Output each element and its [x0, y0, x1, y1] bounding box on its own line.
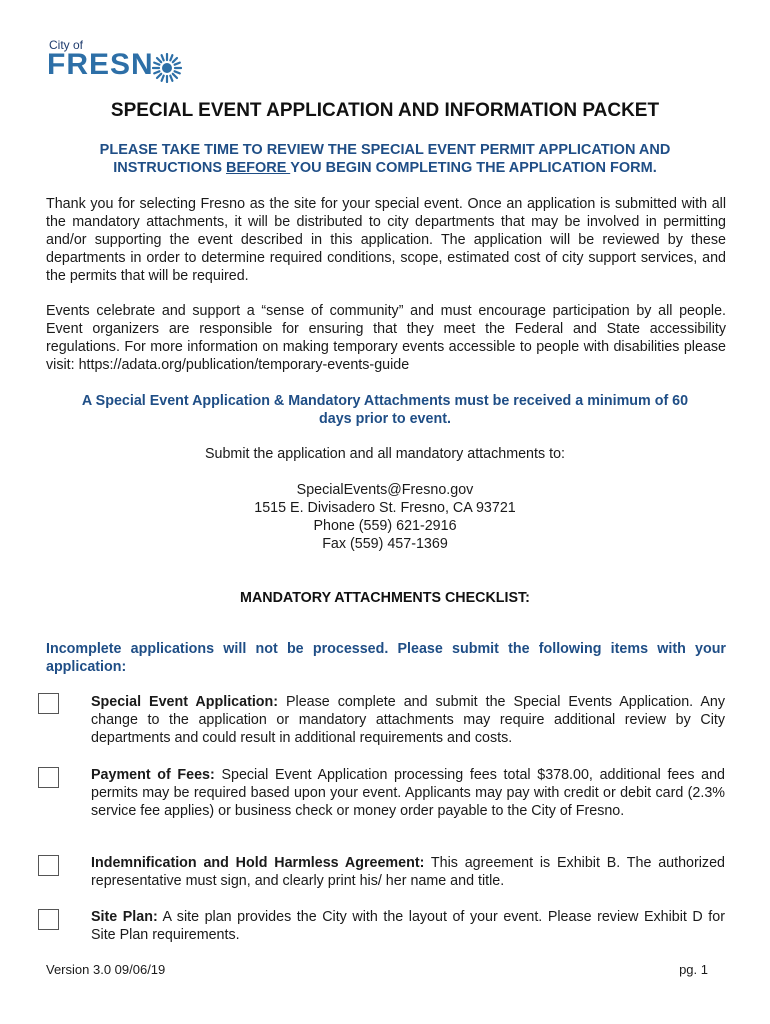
checklist-title: MANDATORY ATTACHMENTS CHECKLIST:: [240, 590, 530, 606]
contact-email: SpecialEvents@Fresno.gov: [296, 482, 474, 498]
logo-fresno: FRESN: [47, 48, 154, 81]
checklist-item-text: Special Event Application processing fees total $378.00, additional fees and permits may be required based upon your event. Applicants may pay with credit or debit card (2.3% service fee applies) or business check or money order payable to the City of Fresno.: [91, 767, 725, 819]
subtitle-line-1: PLEASE TAKE TIME TO REVIEW THE SPECIAL EVENT PERMIT APPLICATION AND: [99, 142, 671, 158]
checklist-item-text: Please complete and submit the Special Events Application. Any change to the application or mandatory attachments may require additional review by City departments and could result in additional requirements and costs.: [91, 694, 725, 746]
accessibility-paragraph: Events celebrate and support a “sense of community” and must encourage participation by all people. Event organizers are responsible for ensuring that they meet the Federal and State accessibility regulations. For more information on making temporary events accessible to people with disabilities please visit: https://adata.org/publication/temporary-events-guide: [46, 303, 726, 373]
subtitle-pre: INSTRUCTIONS: [113, 160, 227, 176]
checklist-item: [91, 854, 725, 890]
checklist-item: [91, 766, 725, 820]
checkbox-site-plan[interactable]: [38, 909, 59, 930]
checkbox-indemnification[interactable]: [38, 855, 59, 876]
city-logo: [47, 38, 183, 84]
checklist-item-label: Payment of Fees:: [91, 767, 215, 783]
checklist-item-label: Special Event Application:: [91, 694, 279, 710]
checkbox-payment-of-fees[interactable]: [38, 767, 59, 788]
subtitle-post: YOU BEGIN COMPLETING THE APPLICATION FORM.: [290, 160, 657, 176]
submit-instructions: Submit the application and all mandatory attachments to:: [204, 446, 565, 462]
checklist-item: [91, 693, 725, 747]
checklist-item-label: Indemnification and Hold Harmless Agreement:: [91, 855, 425, 871]
incomplete-notice: Incomplete applications will not be processed. Please submit the following items with your application:: [46, 641, 726, 675]
contact-fax: Fax (559) 457-1369: [322, 536, 448, 552]
page-number: pg. 1: [679, 962, 708, 977]
sunburst-icon: [152, 53, 182, 83]
intro-paragraph: Thank you for selecting Fresno as the site for your special event. Once an application is submitted with all the mandatory attachments, it will be distributed to city departments that may be involved in permitting and/or supporting the event described in this application. The application will be reviewed by these departments in order to determine required conditions, scope, estimated cost of city support services, and the permits that will be required.: [46, 196, 726, 284]
logo-city-of: City of: [49, 38, 84, 52]
version-footer: Version 3.0 09/06/19: [46, 962, 166, 977]
checklist-item-label: Site Plan:: [91, 909, 158, 925]
page-title: SPECIAL EVENT APPLICATION AND INFORMATION PACKET: [110, 100, 660, 121]
deadline-line-2: days prior to event.: [319, 411, 451, 427]
checklist-item: [91, 908, 725, 944]
review-instructions: [70, 141, 700, 177]
subtitle-underlined: BEFORE: [226, 160, 291, 176]
subtitle-line-2: [70, 159, 700, 177]
deadline-notice: [60, 392, 710, 428]
checklist-item-text: A site plan provides the City with the layout of your event. Please review Exhibit D for Site Plan requirements.: [91, 909, 725, 943]
checkbox-special-event-application[interactable]: [38, 693, 59, 714]
contact-block: [0, 481, 770, 553]
deadline-line-1: A Special Event Application & Mandatory Attachments must be received a minimum of 60: [81, 393, 689, 409]
contact-address: 1515 E. Divisadero St. Fresno, CA 93721: [254, 500, 516, 516]
checklist-item-text: This agreement is Exhibit B. The authorized representative must sign, and clearly print his/ her name and title.: [91, 855, 725, 889]
contact-phone: Phone (559) 621-2916: [313, 518, 457, 534]
